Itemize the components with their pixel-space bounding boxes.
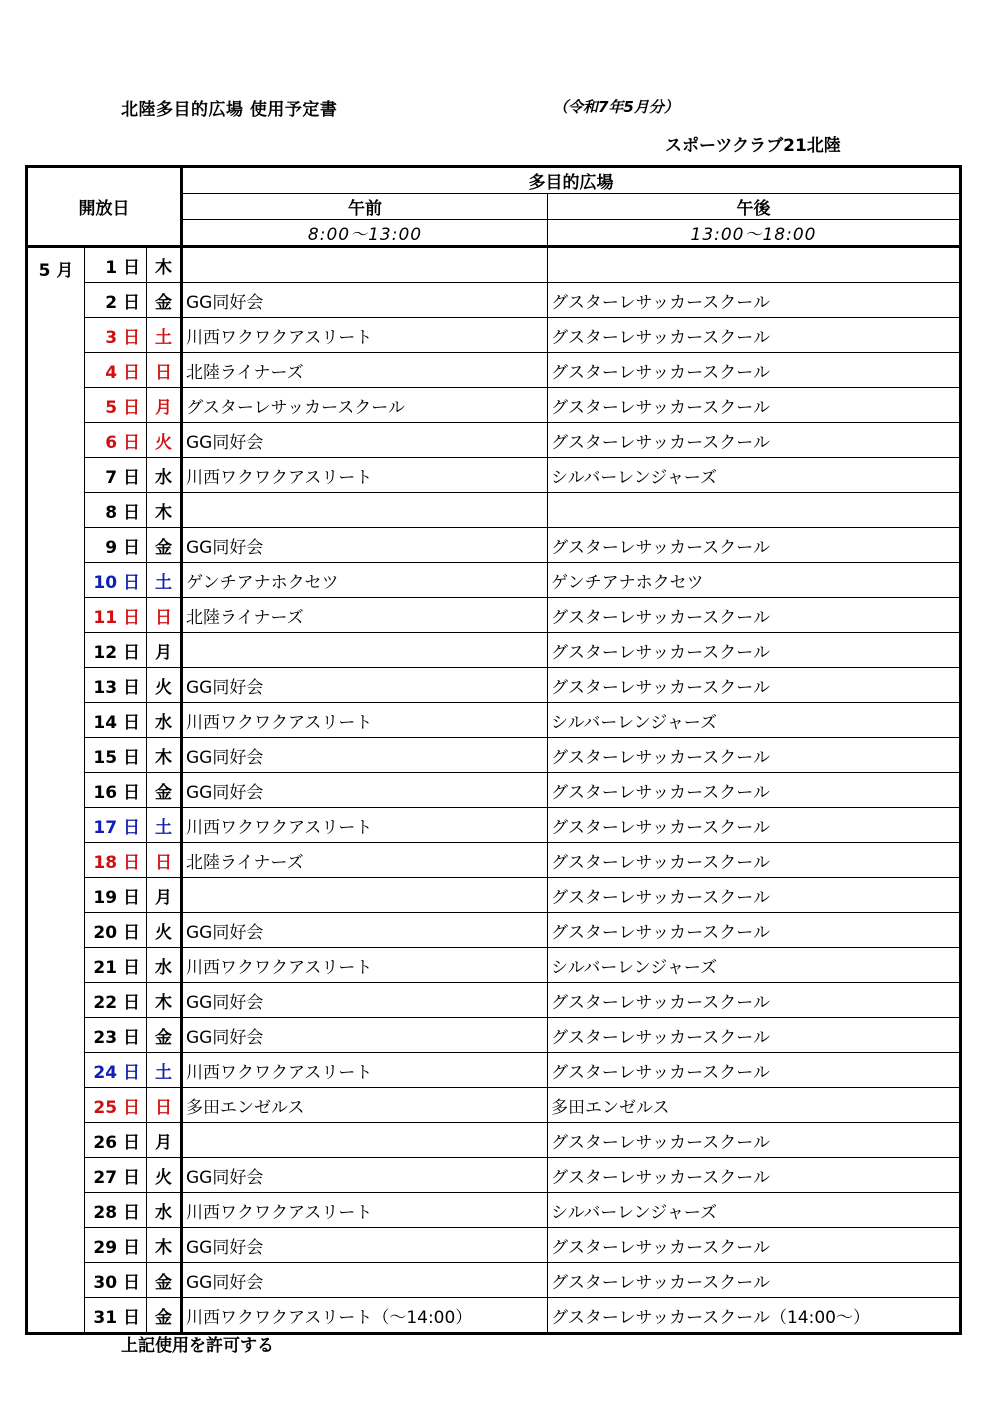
table-row [27, 738, 961, 773]
pm-booking-cell: グスターレサッカースクール [548, 528, 961, 563]
am-booking-cell: GG同好会 [182, 773, 548, 808]
pm-booking-cell: グスターレサッカースクール [548, 843, 961, 878]
document-title: 北陸多目的広場 使用予定書 [121, 100, 338, 120]
weekday-cell: 金 [147, 1298, 182, 1334]
weekday-cell: 木 [147, 1228, 182, 1263]
am-header: 午前 [182, 194, 548, 220]
facility-header: 多目的広場 [182, 167, 961, 194]
weekday-cell: 月 [147, 1123, 182, 1158]
table-row [27, 808, 961, 843]
pm-booking-cell: グスターレサッカースクール [548, 1018, 961, 1053]
weekday-cell: 木 [147, 738, 182, 773]
day-cell: 23 日 [85, 1018, 147, 1053]
am-time-header: 8:00～13:00 [182, 220, 548, 247]
weekday-cell: 火 [147, 913, 182, 948]
am-booking-cell: GG同好会 [182, 1018, 548, 1053]
am-booking-cell: GG同好会 [182, 983, 548, 1018]
pm-header: 午後 [548, 194, 961, 220]
weekday-cell: 金 [147, 283, 182, 318]
am-booking-cell: GG同好会 [182, 423, 548, 458]
day-cell: 17 日 [85, 808, 147, 843]
table-row [27, 247, 961, 283]
weekday-cell: 木 [147, 983, 182, 1018]
weekday-cell: 土 [147, 563, 182, 598]
pm-time-header: 13:00～18:00 [548, 220, 961, 247]
am-booking-cell: 川西ワクワクアスリート [182, 948, 548, 983]
weekday-cell: 金 [147, 773, 182, 808]
am-booking-cell: GG同好会 [182, 668, 548, 703]
am-booking-cell: 川西ワクワクアスリート（～14:00） [182, 1298, 548, 1334]
pm-booking-cell: グスターレサッカースクール [548, 283, 961, 318]
weekday-cell: 火 [147, 423, 182, 458]
day-cell: 30 日 [85, 1263, 147, 1298]
day-cell: 1 日 [85, 247, 147, 283]
am-booking-cell: 北陸ライナーズ [182, 843, 548, 878]
weekday-cell: 水 [147, 1193, 182, 1228]
day-cell: 15 日 [85, 738, 147, 773]
weekday-cell: 土 [147, 318, 182, 353]
am-booking-cell: GG同好会 [182, 1228, 548, 1263]
weekday-cell: 木 [147, 493, 182, 528]
day-cell: 6 日 [85, 423, 147, 458]
weekday-cell: 土 [147, 808, 182, 843]
pm-booking-cell: グスターレサッカースクール [548, 878, 961, 913]
am-booking-cell [182, 878, 548, 913]
weekday-cell: 水 [147, 703, 182, 738]
am-booking-cell [182, 247, 548, 283]
am-booking-cell: 多田エンゼルス [182, 1088, 548, 1123]
day-cell: 24 日 [85, 1053, 147, 1088]
table-row [27, 913, 961, 948]
pm-booking-cell: シルバーレンジャーズ [548, 458, 961, 493]
am-booking-cell [182, 1123, 548, 1158]
pm-booking-cell [548, 247, 961, 283]
pm-booking-cell: シルバーレンジャーズ [548, 1193, 961, 1228]
pm-booking-cell: ゲンチアナホクセツ [548, 563, 961, 598]
table-row [27, 773, 961, 808]
am-booking-cell: 川西ワクワクアスリート [182, 1053, 548, 1088]
table-row [27, 1228, 961, 1263]
day-cell: 14 日 [85, 703, 147, 738]
weekday-cell: 火 [147, 1158, 182, 1193]
am-booking-cell: 川西ワクワクアスリート [182, 1193, 548, 1228]
day-cell: 18 日 [85, 843, 147, 878]
table-row [27, 1123, 961, 1158]
table-row [27, 423, 961, 458]
day-cell: 3 日 [85, 318, 147, 353]
day-cell: 25 日 [85, 1088, 147, 1123]
table-row [27, 668, 961, 703]
day-cell: 28 日 [85, 1193, 147, 1228]
day-cell: 29 日 [85, 1228, 147, 1263]
table-row [27, 598, 961, 633]
am-booking-cell: 川西ワクワクアスリート [182, 458, 548, 493]
am-booking-cell: GG同好会 [182, 528, 548, 563]
am-booking-cell: 川西ワクワクアスリート [182, 703, 548, 738]
weekday-cell: 木 [147, 247, 182, 283]
pm-booking-cell: シルバーレンジャーズ [548, 948, 961, 983]
table-row [27, 948, 961, 983]
pm-booking-cell: グスターレサッカースクール [548, 738, 961, 773]
day-cell: 2 日 [85, 283, 147, 318]
day-cell: 5 日 [85, 388, 147, 423]
pm-booking-cell: グスターレサッカースクール [548, 1158, 961, 1193]
table-row [27, 458, 961, 493]
weekday-cell: 水 [147, 948, 182, 983]
table-row [27, 1053, 961, 1088]
table-row [27, 983, 961, 1018]
pm-booking-cell: グスターレサッカースクール [548, 633, 961, 668]
am-booking-cell: GG同好会 [182, 913, 548, 948]
table-row [27, 703, 961, 738]
table-row [27, 493, 961, 528]
day-cell: 22 日 [85, 983, 147, 1018]
am-booking-cell: GG同好会 [182, 738, 548, 773]
table-row [27, 1088, 961, 1123]
month-cell: 5 月 [27, 247, 85, 1334]
pm-booking-cell: グスターレサッカースクール [548, 1053, 961, 1088]
day-cell: 27 日 [85, 1158, 147, 1193]
approval-text: 上記使用を許可する [121, 1336, 274, 1356]
pm-booking-cell: グスターレサッカースクール [548, 318, 961, 353]
day-cell: 7 日 [85, 458, 147, 493]
period-label: （令和7年5月分） [553, 98, 679, 116]
table-row [27, 1193, 961, 1228]
day-cell: 9 日 [85, 528, 147, 563]
pm-booking-cell: グスターレサッカースクール [548, 983, 961, 1018]
weekday-cell: 金 [147, 528, 182, 563]
day-cell: 21 日 [85, 948, 147, 983]
am-booking-cell: 川西ワクワクアスリート [182, 808, 548, 843]
pm-booking-cell: グスターレサッカースクール [548, 423, 961, 458]
table-row [27, 633, 961, 668]
day-cell: 31 日 [85, 1298, 147, 1334]
day-cell: 12 日 [85, 633, 147, 668]
day-cell: 19 日 [85, 878, 147, 913]
pm-booking-cell: グスターレサッカースクール [548, 1123, 961, 1158]
weekday-cell: 水 [147, 458, 182, 493]
day-cell: 8 日 [85, 493, 147, 528]
pm-booking-cell: グスターレサッカースクール（14:00～） [548, 1298, 961, 1334]
weekday-cell: 日 [147, 843, 182, 878]
weekday-cell: 土 [147, 1053, 182, 1088]
day-cell: 13 日 [85, 668, 147, 703]
day-cell: 11 日 [85, 598, 147, 633]
pm-booking-cell: グスターレサッカースクール [548, 598, 961, 633]
pm-booking-cell [548, 493, 961, 528]
table-row [27, 388, 961, 423]
pm-booking-cell: グスターレサッカースクール [548, 773, 961, 808]
am-booking-cell: 川西ワクワクアスリート [182, 318, 548, 353]
pm-booking-cell: 多田エンゼルス [548, 1088, 961, 1123]
weekday-cell: 日 [147, 353, 182, 388]
weekday-cell: 月 [147, 633, 182, 668]
weekday-cell: 月 [147, 388, 182, 423]
pm-booking-cell: グスターレサッカースクール [548, 1263, 961, 1298]
am-booking-cell [182, 493, 548, 528]
am-booking-cell: GG同好会 [182, 1158, 548, 1193]
pm-booking-cell: グスターレサッカースクール [548, 353, 961, 388]
weekday-cell: 金 [147, 1018, 182, 1053]
table-row [27, 563, 961, 598]
am-booking-cell: グスターレサッカースクール [182, 388, 548, 423]
am-booking-cell: 北陸ライナーズ [182, 598, 548, 633]
header-row-facility [27, 167, 961, 194]
organization-name: スポーツクラブ21北陸 [665, 136, 841, 156]
table-row [27, 283, 961, 318]
day-cell: 10 日 [85, 563, 147, 598]
day-cell: 20 日 [85, 913, 147, 948]
pm-booking-cell: グスターレサッカースクール [548, 913, 961, 948]
am-booking-cell [182, 633, 548, 668]
weekday-cell: 日 [147, 1088, 182, 1123]
table-row [27, 318, 961, 353]
am-booking-cell: GG同好会 [182, 1263, 548, 1298]
am-booking-cell: ゲンチアナホクセツ [182, 563, 548, 598]
table-row [27, 843, 961, 878]
table-row [27, 878, 961, 913]
pm-booking-cell: グスターレサッカースクール [548, 1228, 961, 1263]
weekday-cell: 金 [147, 1263, 182, 1298]
weekday-cell: 月 [147, 878, 182, 913]
table-row [27, 1018, 961, 1053]
day-cell: 4 日 [85, 353, 147, 388]
open-day-header: 開放日 [27, 167, 182, 247]
table-row [27, 1298, 961, 1334]
table-row [27, 1158, 961, 1193]
pm-booking-cell: グスターレサッカースクール [548, 808, 961, 843]
pm-booking-cell: シルバーレンジャーズ [548, 703, 961, 738]
pm-booking-cell: グスターレサッカースクール [548, 668, 961, 703]
weekday-cell: 日 [147, 598, 182, 633]
day-cell: 26 日 [85, 1123, 147, 1158]
day-cell: 16 日 [85, 773, 147, 808]
schedule-table [25, 165, 962, 1335]
am-booking-cell: GG同好会 [182, 283, 548, 318]
weekday-cell: 火 [147, 668, 182, 703]
table-row [27, 528, 961, 563]
pm-booking-cell: グスターレサッカースクール [548, 388, 961, 423]
am-booking-cell: 北陸ライナーズ [182, 353, 548, 388]
table-row [27, 353, 961, 388]
table-row [27, 1263, 961, 1298]
